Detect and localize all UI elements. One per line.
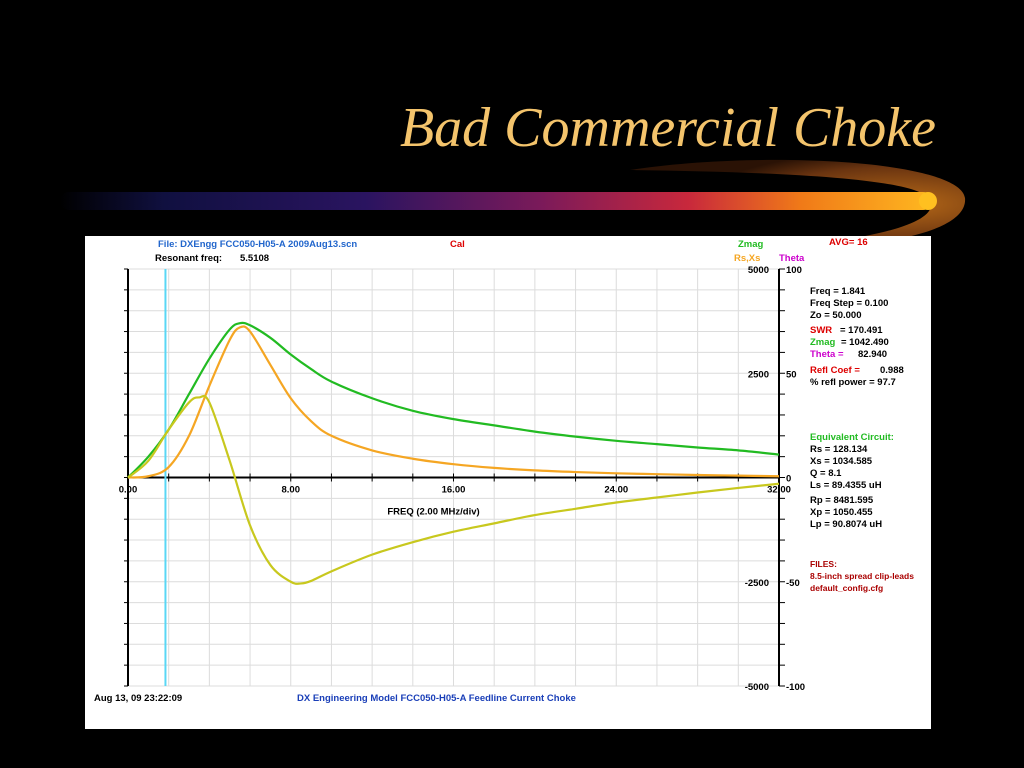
file-entry-2: default_config.cfg xyxy=(810,583,884,593)
files-heading: FILES: xyxy=(810,559,837,569)
x-axis-label: FREQ (2.00 MHz/div) xyxy=(387,506,480,518)
avg-label: AVG= 16 xyxy=(829,237,868,248)
slide-title: Bad Commercial Choke xyxy=(399,97,936,159)
readout-refl-coef-value: 0.988 xyxy=(880,365,904,376)
readout-freq-step: Freq Step = 0.100 xyxy=(810,298,889,309)
chart-panel xyxy=(85,236,931,729)
right-tick-label: 100 xyxy=(786,265,802,276)
readout-rp: Rp = 8481.595 xyxy=(810,495,874,506)
footer-description: DX Engineering Model FCC050-H05-A Feedline Current Choke xyxy=(297,693,576,704)
impedance-chart xyxy=(85,236,931,729)
bar-end-glow xyxy=(919,192,937,210)
resonant-freq-value: 5.5108 xyxy=(240,253,270,264)
readout-refl-coef-label: Refl Coef = xyxy=(810,365,860,376)
readout-swr-label: SWR xyxy=(810,325,833,336)
readout-zo: Zo = 50.000 xyxy=(810,310,862,321)
right-tick-label: -50 xyxy=(786,577,800,589)
readout-xp: Xp = 1050.455 xyxy=(810,507,873,518)
right-tick-label: 50 xyxy=(786,369,797,381)
readout-ls: Ls = 89.4355 uH xyxy=(810,480,882,491)
x-tick-label: 32.00 xyxy=(767,484,791,496)
cal-label: Cal xyxy=(450,239,465,250)
readout-theta-value: 82.940 xyxy=(858,349,888,360)
readout-swr-value: = 170.491 xyxy=(840,325,883,336)
right-tick-label: 0 xyxy=(786,473,792,485)
x-tick-label: 16.00 xyxy=(441,484,466,496)
legend-zmag: Zmag xyxy=(738,239,764,250)
file-label: File: DXEngg FCC050-H05-A 2009Aug13.scn xyxy=(158,239,358,250)
file-entry-1: 8.5-inch spread clip-leads xyxy=(810,571,914,581)
legend-rsxs: Rs,Xs xyxy=(734,253,761,264)
x-tick-label: 24.00 xyxy=(604,484,629,496)
readout-lp: Lp = 90.8074 uH xyxy=(810,519,883,530)
title-swoosh-decoration xyxy=(0,150,1024,250)
x-tick-label: 8.00 xyxy=(281,484,300,496)
readout-zmag-value: = 1042.490 xyxy=(841,337,889,348)
left-tick-label: 2500 xyxy=(747,369,769,381)
readout-theta-label: Theta = xyxy=(810,349,844,360)
x-tick-label: 0.00 xyxy=(118,484,138,496)
left-tick-label: -2500 xyxy=(744,577,769,589)
gradient-bar xyxy=(60,192,932,210)
readout-q: Q = 8.1 xyxy=(810,468,842,479)
readout-zmag-label: Zmag xyxy=(810,337,836,348)
readout-xs: Xs = 1034.585 xyxy=(810,456,873,467)
axes-layer xyxy=(119,265,805,693)
readout-rs: Rs = 128.134 xyxy=(810,444,868,455)
readout-refl-power: % refl power = 97.7 xyxy=(810,377,896,388)
right-tick-label: -100 xyxy=(786,682,806,693)
left-tick-label: -5000 xyxy=(744,682,769,693)
equiv-circuit-heading: Equivalent Circuit: xyxy=(810,432,894,443)
footer-timestamp: Aug 13, 09 23:22:09 xyxy=(94,693,183,704)
legend-theta: Theta xyxy=(779,253,805,264)
resonant-freq-label: Resonant freq: xyxy=(155,253,223,264)
readout-freq: Freq = 1.841 xyxy=(810,286,866,297)
left-tick-label: 5000 xyxy=(747,265,769,276)
